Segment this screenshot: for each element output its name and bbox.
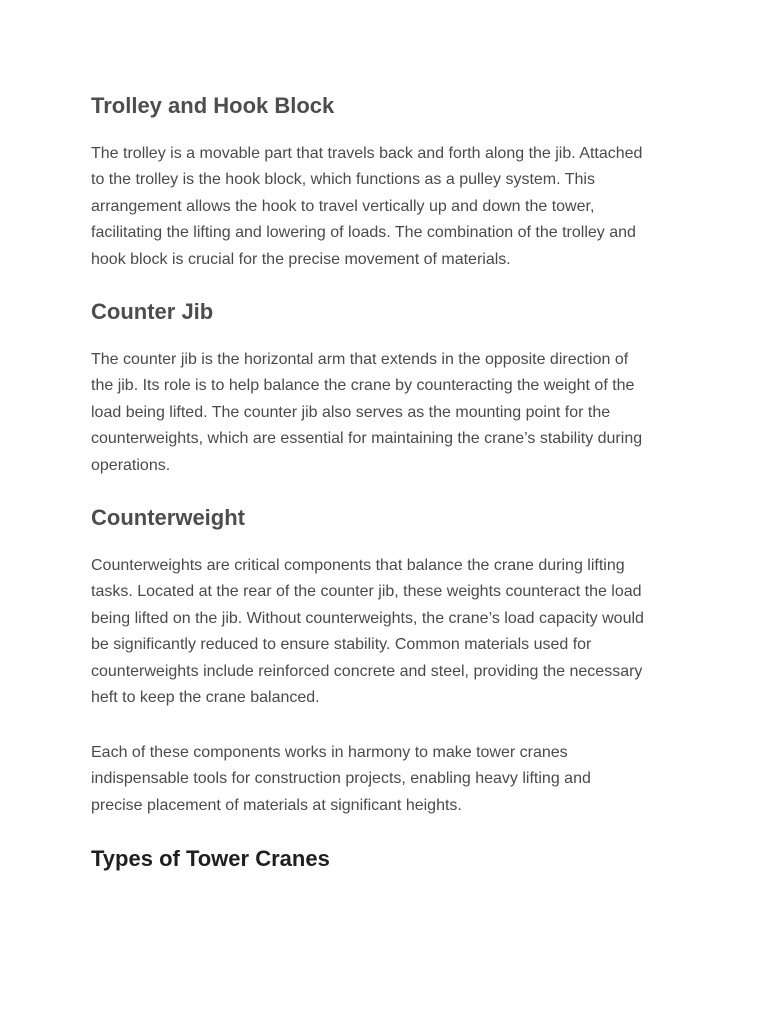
section-counter-jib bbox=[91, 299, 691, 325]
section-paragraph bbox=[91, 347, 691, 479]
section-trolley-hook-block bbox=[91, 93, 691, 119]
paragraph-line: arrangement allows the hook to travel vertically up and down the tower, bbox=[91, 197, 595, 215]
paragraph-line: being lifted on the jib. Without counterweights, the crane’s load capacity would bbox=[91, 609, 644, 627]
paragraph-line: tasks. Located at the rear of the counter jib, these weights counteract the load bbox=[91, 583, 642, 601]
paragraph-line: be significantly reduced to ensure stability. Common materials used for bbox=[91, 636, 592, 654]
section-heading: Counterweight bbox=[91, 505, 245, 530]
paragraph-line: indispensable tools for construction projects, enabling heavy lifting and bbox=[91, 770, 591, 788]
section-heading: Trolley and Hook Block bbox=[91, 93, 335, 118]
section-paragraph bbox=[91, 141, 691, 273]
paragraph-line: heft to keep the crane balanced. bbox=[91, 689, 320, 707]
paragraph-line: facilitating the lifting and lowering of loads. The combination of the trolley and bbox=[91, 224, 636, 242]
paragraph-text bbox=[91, 740, 691, 819]
paragraph-line: Each of these components works in harmony to make tower cranes bbox=[91, 744, 568, 761]
paragraph-line: precise placement of materials at significant heights. bbox=[91, 796, 462, 814]
summary-paragraph bbox=[91, 740, 691, 819]
section-counterweight bbox=[91, 505, 691, 531]
section-paragraph bbox=[91, 553, 691, 711]
paragraph-line: The counter jib is the horizontal arm that extends in the opposite direction of bbox=[91, 351, 629, 368]
paragraph-line: Counterweights are critical components that balance the crane during lifting bbox=[91, 557, 625, 574]
paragraph-line: operations. bbox=[91, 456, 171, 474]
paragraph-text bbox=[91, 553, 691, 711]
paragraph-line: The trolley is a movable part that travels back and forth along the jib. Attached bbox=[91, 145, 643, 162]
paragraph-line: the jib. Its role is to help balance the crane by counteracting the weight of the bbox=[91, 377, 635, 395]
paragraph-line: counterweights, which are essential for maintaining the crane’s stability during bbox=[91, 430, 643, 448]
paragraph-line: hook block is crucial for the precise movement of materials. bbox=[91, 250, 511, 268]
paragraph-text bbox=[91, 347, 691, 479]
section-heading: Types of Tower Cranes bbox=[91, 846, 330, 871]
paragraph-line: to the trolley is the hook block, which functions as a pulley system. This bbox=[91, 171, 595, 189]
paragraph-line: load being lifted. The counter jib also serves as the mounting point for the bbox=[91, 403, 611, 421]
paragraph-text bbox=[91, 141, 691, 273]
paragraph-line: counterweights include reinforced concrete and steel, providing the necessary bbox=[91, 662, 643, 680]
section-heading: Counter Jib bbox=[91, 299, 214, 324]
section-types-of-tower-cranes bbox=[91, 846, 691, 872]
